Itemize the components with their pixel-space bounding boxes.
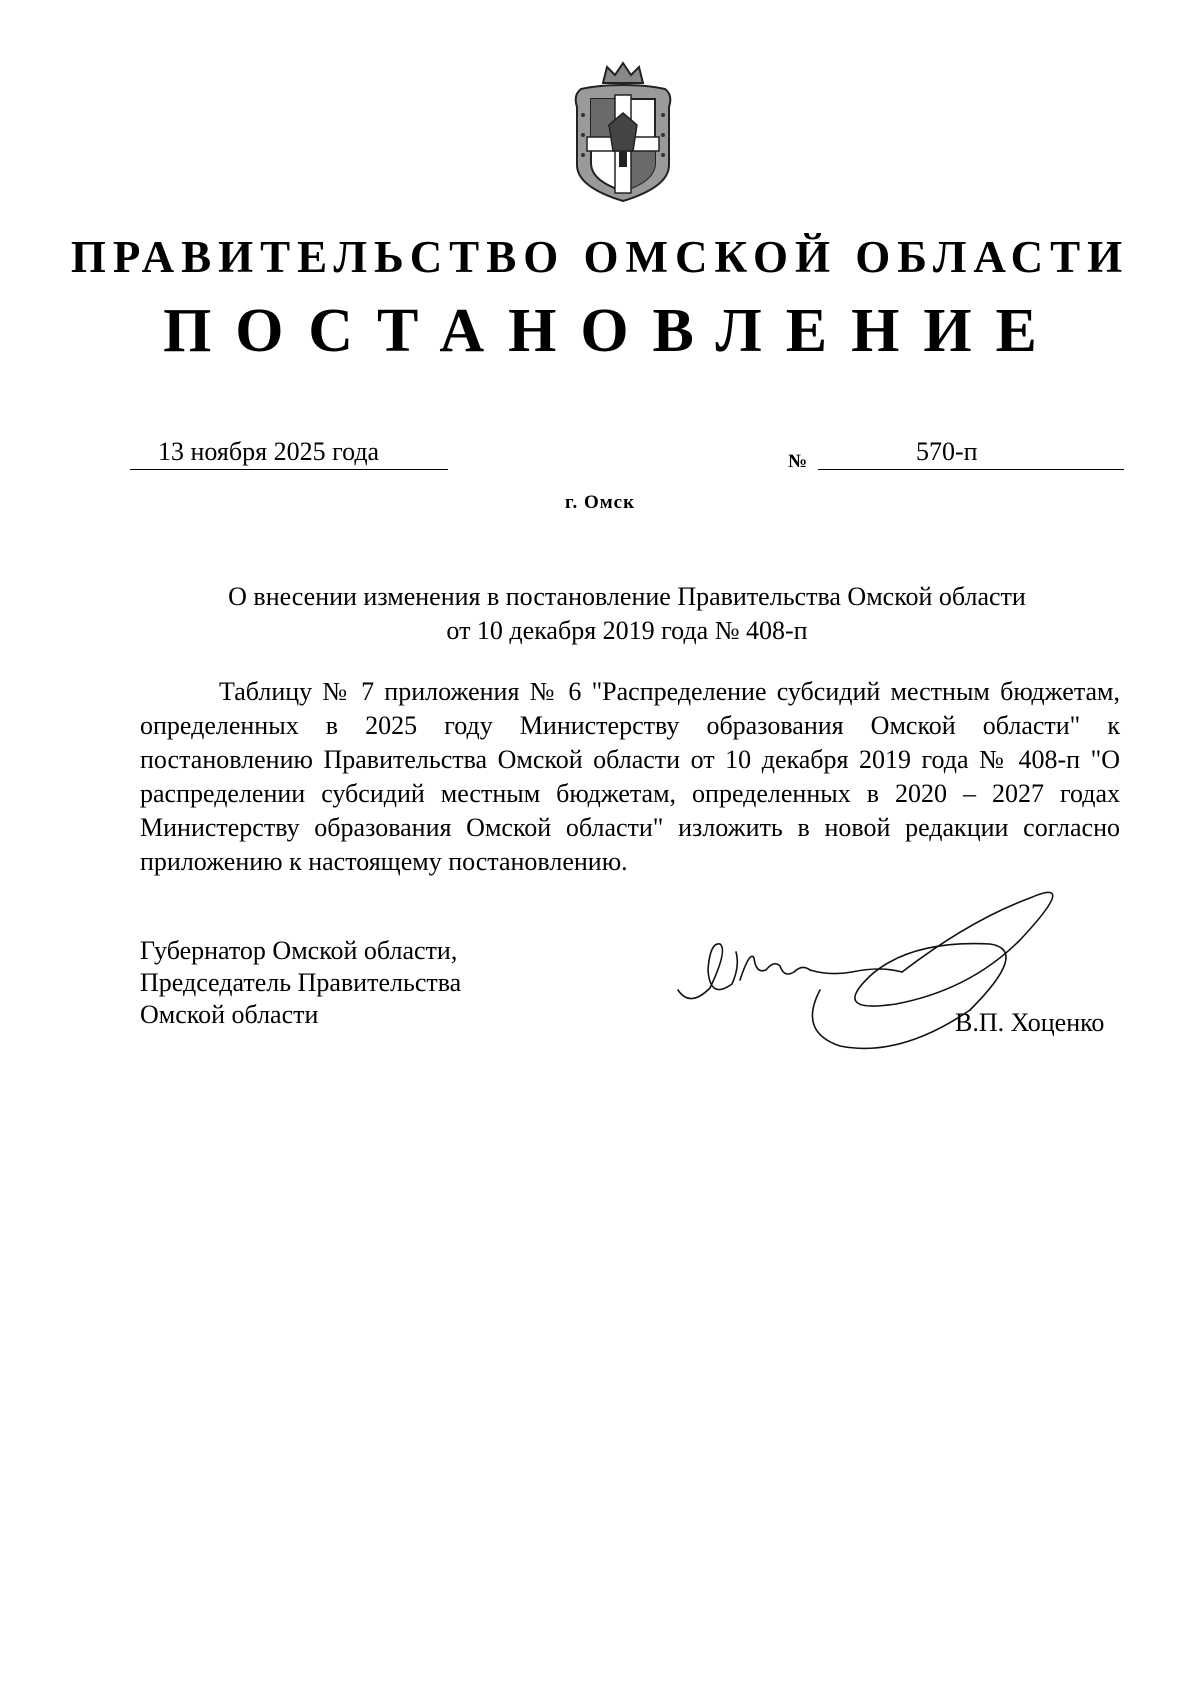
signer-name: В.П. Хоценко: [955, 1008, 1105, 1037]
number-label: №: [788, 451, 808, 472]
signer-title: [140, 935, 560, 1031]
organization-title: ПРАВИТЕЛЬСТВО ОМСКОЙ ОБЛАСТИ: [70, 232, 1130, 282]
document-type-title: ПОСТАНОВЛЕНИЕ: [163, 297, 1061, 365]
document-subject: [130, 580, 1124, 648]
document-date: 13 ноября 2025 года: [130, 435, 448, 470]
subject-line-1: О внесении изменения в постановление Правительства Омской области: [228, 582, 1026, 611]
body-paragraph: Таблицу № 7 приложения № 6 "Распределение субсидий местным бюджетам, определенных в 2025 году Министерству образования Омской области" к постановлению Правительства Омской области от 10 декабря 2019 года № 408-п "О распределении субсидий местным бюджетам, определенных в 2020 – 2027 годах Министерству образования Омской области" изложить в новой редакции согласно приложению к настоящему постановлению.: [140, 677, 1120, 876]
omsk-oblast-coat-of-arms-icon: [563, 55, 683, 205]
document-number: 570-п: [818, 435, 1124, 470]
city-label: г. Омск: [564, 492, 636, 513]
signer-title-line-2: Председатель Правительства: [140, 968, 462, 997]
signer-title-line-1: Губернатор Омской области,: [140, 936, 458, 965]
signer-title-line-3: Омской области: [140, 1000, 319, 1029]
subject-line-2: от 10 декабря 2019 года № 408-п: [446, 616, 808, 645]
